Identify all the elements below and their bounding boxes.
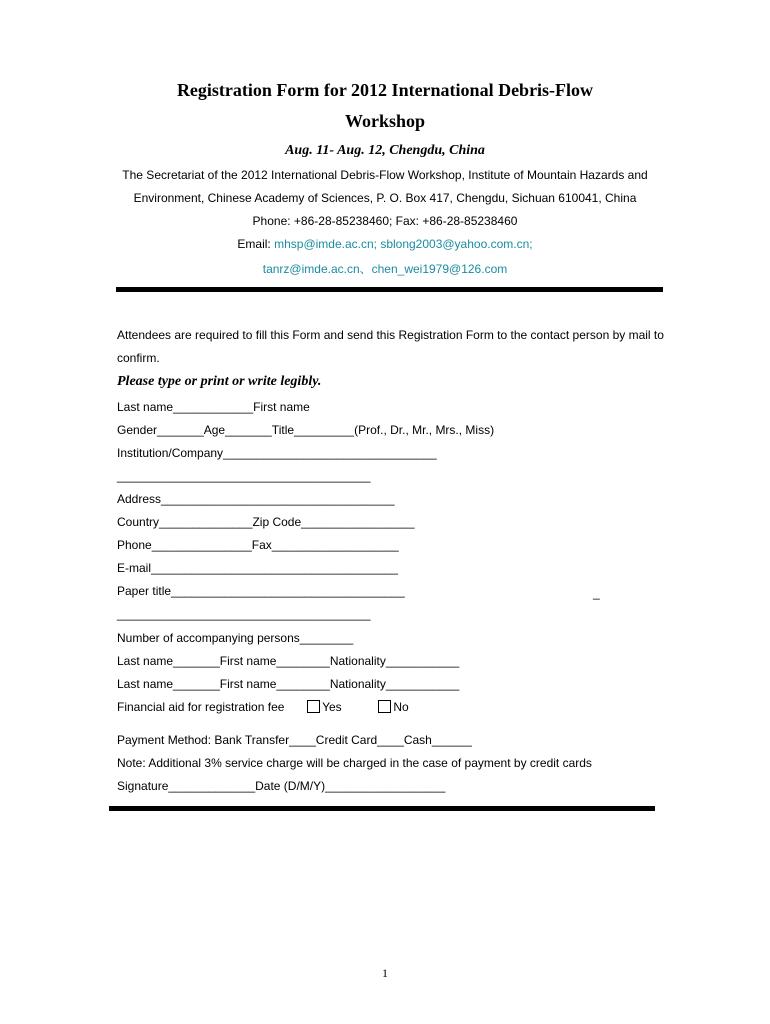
form-title-line1: Registration Form for 2012 International Debris-Flow — [176, 80, 594, 100]
financial-aid-label: Financial aid for registration fee — [117, 700, 285, 714]
paper-title-field-cont[interactable]: ______________________________________ — [117, 607, 371, 621]
email-field[interactable]: E-mail_____________________________________ — [117, 561, 398, 575]
financial-aid-yes-checkbox[interactable] — [307, 700, 320, 713]
institution-field-cont[interactable]: ______________________________________ — [117, 469, 371, 483]
bottom-divider — [109, 806, 655, 811]
secretariat-line2: Environment, Chinese Academy of Sciences, P. O. Box 417, Chengdu, Sichuan 610041, China — [133, 191, 637, 205]
phone-fax: Phone: +86-28-85238460; Fax: +86-28-85238460 — [252, 214, 518, 228]
phone-fax-field[interactable]: Phone_______________Fax___________________ — [117, 538, 399, 552]
accompanying-persons-field[interactable]: Number of accompanying persons________ — [117, 631, 354, 645]
financial-aid-row — [117, 700, 409, 714]
financial-aid-yes-label: Yes — [322, 700, 342, 714]
paper-title-field[interactable]: Paper title___________________________________ — [117, 584, 405, 598]
page-number: 1 — [382, 966, 388, 980]
payment-method-field[interactable]: Payment Method: Bank Transfer____Credit Card____Cash______ — [117, 733, 472, 747]
email-line1 — [0, 237, 770, 251]
email-links-2[interactable]: tanrz@imde.ac.cn、chen_wei1979@126.com — [262, 262, 508, 276]
financial-aid-no-label: No — [393, 700, 409, 714]
address-field[interactable]: Address___________________________________ — [117, 492, 395, 506]
country-zip-field[interactable]: Country______________Zip Code_________________ — [117, 515, 415, 529]
top-divider — [116, 287, 663, 292]
companion-2-field[interactable]: Last name_______First name________Nationality___________ — [117, 677, 460, 691]
legibility-note: Please type or print or write legibly. — [117, 374, 322, 389]
secretariat-line1: The Secretariat of the 2012 International Debris-Flow Workshop, Institute of Mountain Hazards and — [122, 168, 648, 182]
instructions-line2: confirm. — [117, 351, 160, 365]
email-links-1[interactable]: mhsp@imde.ac.cn; sblong2003@yahoo.com.cn; — [274, 237, 533, 251]
service-charge-note: Note: Additional 3% service charge will be charged in the case of payment by credit cards — [117, 756, 592, 770]
email-label: Email: — [237, 237, 275, 251]
instructions-line1: Attendees are required to fill this Form and send this Registration Form to the contact person by mail to — [117, 328, 664, 342]
signature-date-field[interactable]: Signature_____________Date (D/M/Y)__________________ — [117, 779, 446, 793]
financial-aid-no-checkbox[interactable] — [378, 700, 391, 713]
gender-age-title-field[interactable]: Gender_______Age_______Title_________(Prof., Dr., Mr., Mrs., Miss) — [117, 423, 495, 437]
institution-field[interactable]: Institution/Company________________________________ — [117, 446, 437, 460]
workshop-dates: Aug. 11- Aug. 12, Chengdu, China — [285, 143, 485, 158]
name-field[interactable]: Last name____________First name — [117, 400, 310, 414]
companion-1-field[interactable]: Last name_______First name________Nationality___________ — [117, 654, 460, 668]
form-title-line2: Workshop — [344, 111, 426, 131]
paper-title-dash: _ — [593, 586, 600, 600]
